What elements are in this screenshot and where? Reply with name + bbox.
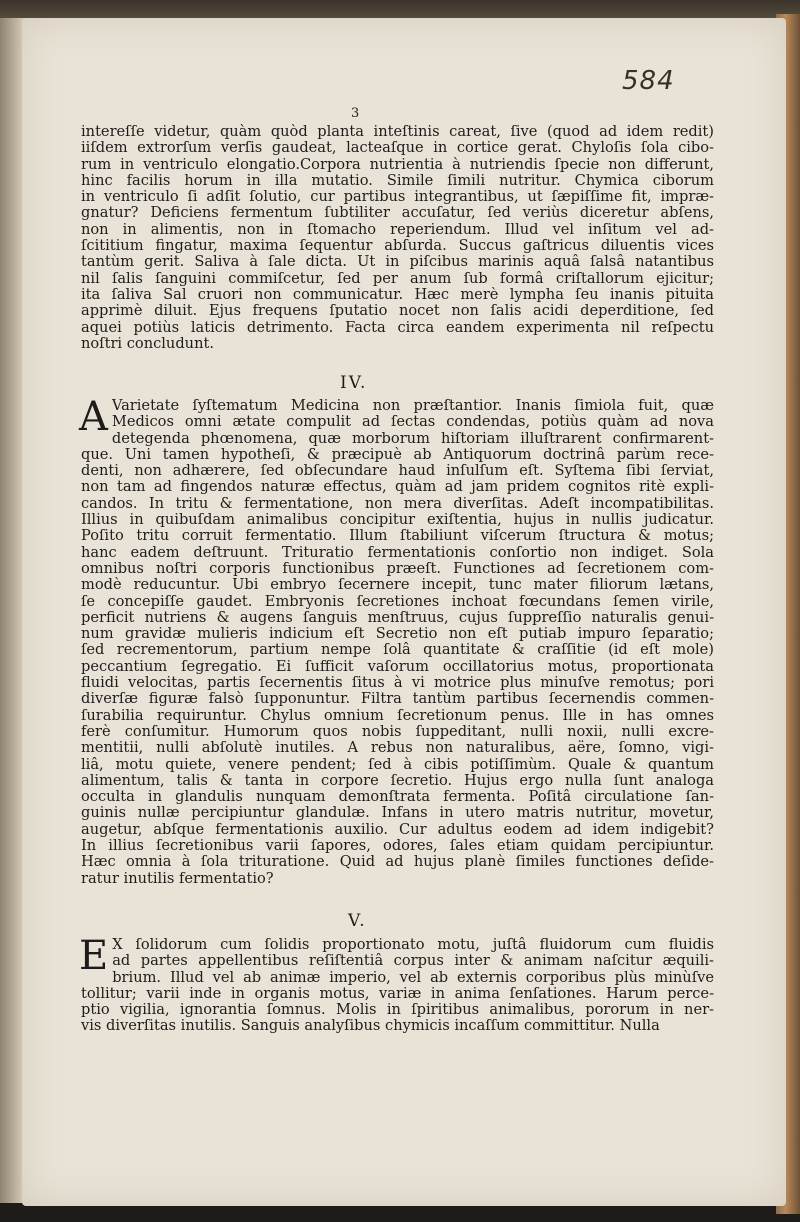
text-line: modè reducuntur. Ubi embryo ſecernere incepit, tunc mater filiorum lætans, (81, 577, 714, 594)
text-line: in ventriculo ſi adſit ſolutio, cur partibus integrantibus, ut ſæpiſſime fit, impræ- (81, 189, 714, 206)
drop-cap-letter: A (79, 394, 108, 440)
text-line: rum in ventriculo elongatio.Corpora nutrientia à nutriendis ſpecie non differunt, (81, 156, 714, 173)
text-line: tollitur; varii inde in organis motus, variæ in anima ſenſationes. Harum perce- (81, 985, 714, 1002)
text-line: Varietate ſyſtematum Medicina non præſtantior. Inanis ſimiola fuit, quæ (111, 398, 714, 414)
signature-mark: 3 (351, 106, 360, 121)
text-line: apprimè diluit. Ejus frequens ſputatio nocet non ſalis acidi deperditione, ſed (81, 303, 714, 320)
text-line: liâ, motu quiete, venere pendent; ſed à cibis potiſſimùm. Quale & quantum (81, 756, 714, 773)
drop-cap-letter: E (79, 933, 109, 979)
text-line: omnibus noſtri corporis functionibus præeſt. Functiones ad ſecretionem com- (81, 560, 714, 577)
text-line: occulta in glandulis nunquam demonſtrata fermenta. Poſitâ circulatione ſan- (81, 789, 714, 806)
section-iv-heading: IV. (340, 373, 368, 393)
handwritten-folio-number: 584 (622, 66, 675, 96)
text-line: Poſito tritu corruit fermentatio. Illum ſtabiliunt viſcerum ſtructura & motus; (81, 528, 714, 545)
text-line: non in alimentis, non in ſtomacho reperiendum. Illud vel inſitum vel ad- (81, 221, 714, 238)
text-line: ſed recrementorum, partium nempe ſolâ quantitate & craſſitie (id eſt mole) (81, 642, 714, 659)
text-line: diverſæ figuræ falsò ſupponuntur. Filtra tantùm partibus ſecernendis commen- (81, 691, 714, 708)
text-line: iiſdem extrorſum verſis gaudeat, lacteaſque in cortice gerat. Chyloſis ſola cibo- (81, 140, 714, 157)
text-line: noſtri concludunt. (81, 335, 214, 352)
text-line: ratur inutilis fermentatio? (81, 870, 274, 887)
text-line: perficit nutriens & augens ſanguis menſtruus, cujus ſuppreſſio naturalis genui- (81, 609, 714, 626)
text-line: ſurabilia requiruntur. Chylus omnium ſecretionum penus. Ille in has omnes (81, 707, 714, 724)
text-line: num gravidæ mulieris indicium eſt Secretio non eſt putiab impuro ſeparatio; (81, 626, 714, 643)
text-line: que. Uni tamen hypotheſi, & præcipuè ab Antiquorum doctrinâ parùm rece- (81, 446, 714, 463)
text-line: non tam ad fingendos naturæ effectus, quàm ad jam pridem cognitos ritè expli- (81, 479, 714, 496)
text-line: denti, non adhærere, ſed obſecundare haud inſulſum eſt. Syſtema ſibi ſerviat, (81, 463, 714, 480)
text-line: ita ſaliva Sal cruori non communicatur. Hæc merè lympha ſeu inanis pituita (81, 286, 714, 303)
text-line: peccantium ſegregatio. Ei ſufficit vaſorum occillatorius motus, proportionata (81, 658, 714, 675)
text-line: hanc eadem deſtruunt. Trituratio fermentationis conſortio non indiget. Sola (81, 544, 714, 561)
text-line: ferè conſumitur. Humorum quos nobis ſuppeditant, nulli noxii, nulli excre- (81, 723, 714, 740)
text-line: hinc facilis horum in illa mutatio. Simile ſimili nutritur. Chymica ciborum (81, 172, 714, 189)
text-line: ad partes appellentibus reſiſtentiâ corpus inter & animam naſcitur æquili- (112, 953, 714, 970)
text-line: nil ſalis ſanguini commiſcetur, ſed per anum ſub formâ criſtallorum ejicitur; (81, 270, 714, 287)
text-line: Medicos omni ætate compulit ad ſectas condendas, potiùs quàm ad nova (111, 414, 714, 431)
section-iv-text (79, 394, 714, 887)
text-line: augetur, abſque fermentationis auxilio. Cur adultus eodem ad idem indigebit? (81, 821, 714, 838)
text-line: aquei potiùs laticis detrimento. Facta circa eandem experimenta nil reſpectu (81, 319, 714, 336)
text-line: In illius ſecretionibus varii ſapores, odores, ſales etiam quidam percipiuntur. (81, 838, 714, 855)
text-line: X ſolidorum cum ſolidis proportionato motu, juſtâ fluidorum cum fluidis (112, 937, 714, 953)
text-line: mentitii, nulli abſolutè inutiles. A rebus non naturalibus, aëre, ſomno, vigi- (81, 740, 714, 757)
text-line: gnatur? Deficiens fermentum ſubtiliter accuſatur, ſed veriùs diceretur abſens, (81, 205, 714, 222)
section-v-heading: V. (348, 911, 367, 931)
text-line: Illius in quibuſdam animalibus concipitur exiſtentia, hujus in nullis judicatur. (81, 512, 714, 529)
section-v-text (79, 933, 714, 1035)
text-line: detegenda phœnomena, quæ morborum hiſtoriam illuſtrarent confirmarent- (111, 430, 714, 447)
text-line: candos. In tritu & fermentatione, non mera diverſitas. Adeſt incompatibilitas. (81, 495, 714, 512)
text-line: tantùm gerit. Saliva à ſale dicta. Ut in piſcibus marinis aquâ ſalsâ natantibus (81, 254, 714, 271)
text-line: ſe concepiſſe gaudet. Embryonis ſecretiones inchoat fœcundans ſemen virile, (81, 593, 714, 610)
section-iii-text (81, 124, 714, 352)
text-line: vis diverſitas inutilis. Sanguis analyſibus chymicis incaſſum committitur. Nulla (81, 1018, 660, 1035)
text-line: alimentum, talis & tanta in corpore ſecretio. Hujus ergo nulla ſunt analoga (81, 772, 714, 789)
text-line: Hæc omnia à ſola trituratione. Quid ad hujus planè ſimiles functiones deſide- (81, 854, 714, 871)
text-line: ſcititium fingatur, maxima ſequentur abſurda. Succus gaſtricus diluentis vices (81, 238, 714, 255)
text-line: brium. Illud vel ab animæ imperio, vel ab externis corporibus plùs minùſve (112, 969, 714, 986)
text-line: ptio vigilia, ignorantia ſomnus. Molis in ſpiritibus animalibus, pororum in ner- (81, 1002, 714, 1019)
text-line: guinis nullæ percipiuntur glandulæ. Infans in utero matris nutritur, movetur, (81, 805, 714, 822)
text-line: fluidi velocitas, partis ſecernentis ſitus à vi motrice plus minuſve remotus; pori (81, 675, 714, 692)
text-line: intereſſe videtur, quàm quòd planta inteſtinis careat, ſive (quod ad idem redit) (81, 124, 714, 140)
